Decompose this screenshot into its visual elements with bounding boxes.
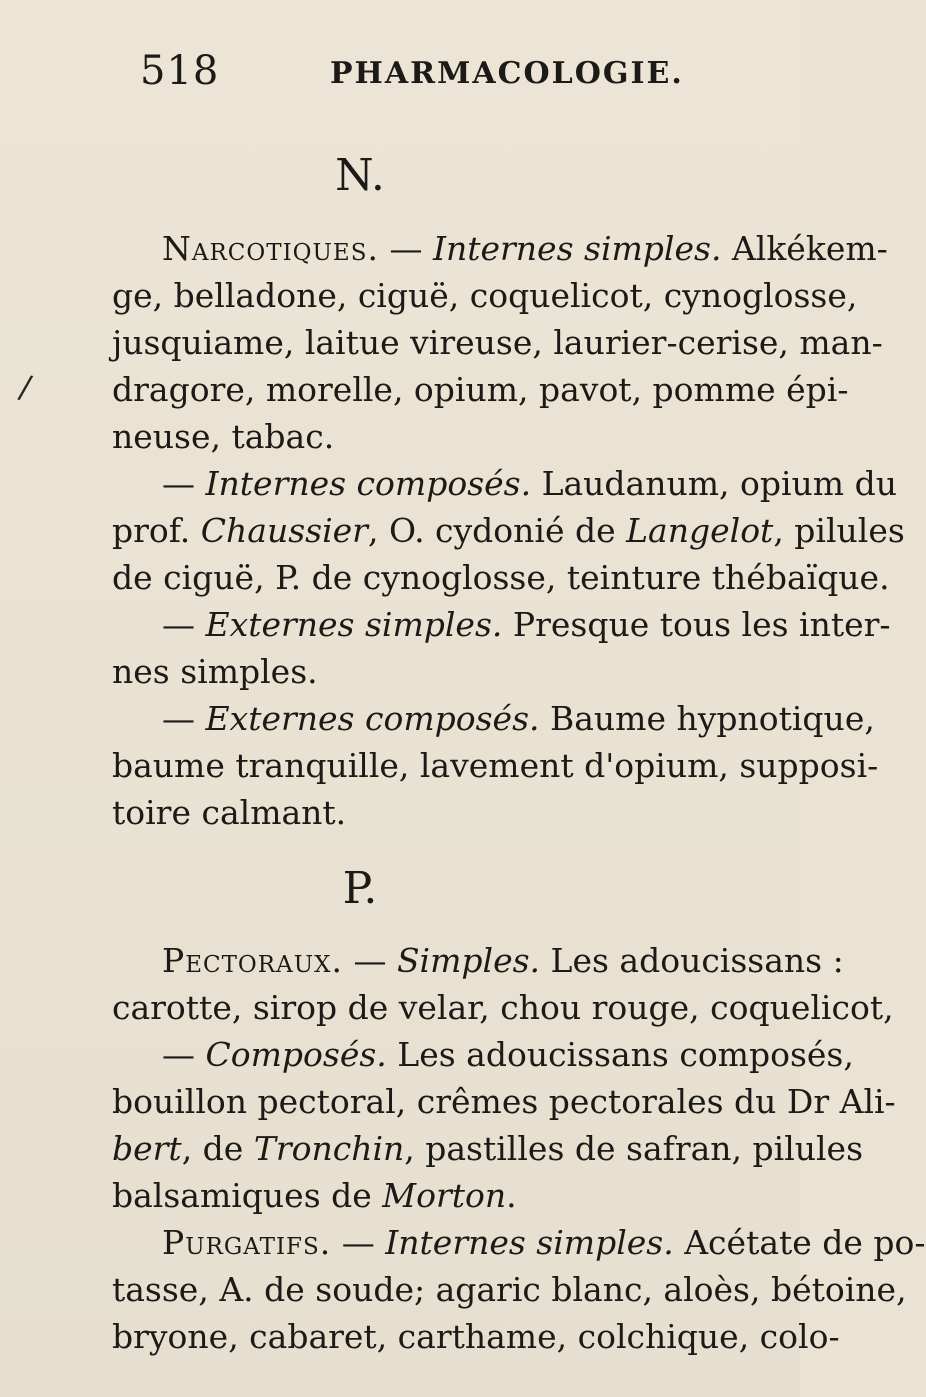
text-line-16: — Composés. Les adoucissans composés, xyxy=(162,1035,854,1074)
subcategory-label: Simples. xyxy=(396,941,541,980)
subcategory-label: Externes composés. xyxy=(205,699,540,738)
text-line-19: balsamiques de Morton. xyxy=(112,1176,517,1215)
section-heading-p: P. xyxy=(342,863,378,914)
text-line-1: Narcotiques. — Internes simples. Alkékem- xyxy=(162,229,888,268)
running-head: PHARMACOLOGIE. xyxy=(330,56,684,91)
page-number: 518 xyxy=(140,48,220,94)
subcategory-label: Internes composés. xyxy=(205,464,532,503)
text-line-9: — Externes simples. Presque tous les inter- xyxy=(162,605,891,644)
subcategory-label: Composés. xyxy=(205,1035,387,1074)
text-line-4: dragore, morelle, opium, pavot, pomme épi- xyxy=(112,370,849,409)
text-line-12: baume tranquille, lavement d'opium, supposi- xyxy=(112,746,879,785)
margin-pencil-mark: / xyxy=(16,367,35,407)
text-line-18: bert, de Tronchin, pastilles de safran, pilules xyxy=(112,1129,864,1168)
text-line-17: bouillon pectoral, crêmes pectorales du Dr Ali- xyxy=(112,1082,896,1121)
subcategory-label: Internes simples. xyxy=(432,229,722,268)
text-line-15: carotte, sirop de velar, chou rouge, coquelicot, xyxy=(112,988,894,1027)
text-line-11: — Externes composés. Baume hypnotique, xyxy=(162,699,875,738)
category-narcotiques: Narcotiques. xyxy=(162,229,379,268)
text-line-8: de ciguë, P. de cynoglosse, teinture thébaïque. xyxy=(112,558,890,597)
text-line-7: prof. Chaussier, O. cydonié de Langelot, pilules xyxy=(112,511,905,550)
text-line-2: ge, belladone, ciguë, coquelicot, cynoglosse, xyxy=(112,276,858,315)
text-line-3: jusquiame, laitue vireuse, laurier-cerise, man- xyxy=(112,323,883,362)
section-heading-n: N. xyxy=(335,150,385,201)
text-line-10: nes simples. xyxy=(112,652,318,691)
text-line-21: tasse, A. de soude; agaric blanc, aloès, bétoine, xyxy=(112,1270,907,1309)
category-pectoraux: Pectoraux. xyxy=(162,941,343,980)
text-line-13: toire calmant. xyxy=(112,793,347,832)
text-line-5: neuse, tabac. xyxy=(112,417,335,456)
text-line-22: bryone, cabaret, carthame, colchique, colo- xyxy=(112,1317,840,1356)
text-line-14: Pectoraux. — Simples. Les adoucissans : xyxy=(162,941,844,980)
page-header xyxy=(140,48,760,98)
text-line-20: Purgatifs. — Internes simples. Acétate de po- xyxy=(162,1223,926,1262)
text-line-6: — Internes composés. Laudanum, opium du xyxy=(162,464,897,503)
subcategory-label: Externes simples. xyxy=(205,605,503,644)
